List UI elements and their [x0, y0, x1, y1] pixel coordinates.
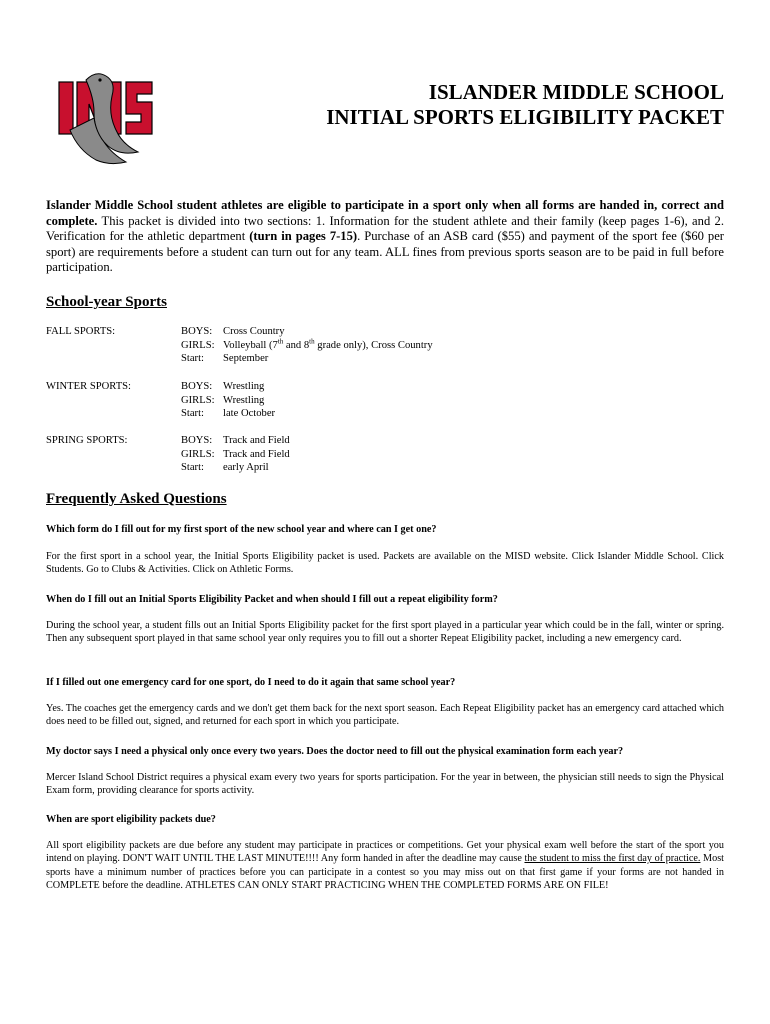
- faq-a5-underlined: the student to miss the first day of practice.: [524, 853, 701, 865]
- faq-question: My doctor says I need a physical only once every two years. Does the doctor need to fill out the physical examination form each year?: [46, 746, 624, 757]
- spring-start-line: [181, 461, 290, 475]
- intro-paragraph: [46, 198, 724, 276]
- faq-question: If I filled out one emergency card for one sport, do I need to do it again that same school year?: [46, 677, 456, 688]
- fall-start-value: September: [223, 353, 269, 365]
- faq-question: Which form do I fill out for my first sport of the new school year and where can I get one?: [46, 524, 437, 535]
- winter-start-line: [181, 407, 275, 421]
- winter-start-value: late October: [223, 408, 276, 420]
- spring-girls-value: Track and Field: [223, 448, 290, 460]
- fall-girls-sup-1: th: [277, 337, 284, 346]
- faq-a5-part-2: Most sports have a minimum number of practices before you can participate in a contest so you may miss out on that first game if your forms are not handed in COMPLETE before the deadline. ATHLETES CAN ONLY START PRACTICING WHEN THE COMPLETED FORMS ARE ON FILE!: [46, 853, 724, 892]
- intro-text-2: . Purchase of an ASB card ($55) and payment of the sport fee ($60 per sport) are requirements before a student can turn out for any team. ALL fines from previous sports season are to be paid in full before participation.: [46, 229, 724, 275]
- fall-girls-a: Volleyball (7: [223, 339, 278, 351]
- title-line-2: INITIAL SPORTS ELIGIBILITY PACKET: [326, 105, 724, 129]
- intro-text-1: This packet is divided into two sections: 1. Information for the student athlete and their family (keep pages 1-6), and 2. Verification for the athletic department: [46, 213, 724, 244]
- fall-girls-c: grade only), Cross Country: [314, 339, 433, 351]
- faq-question: When do I fill out an Initial Sports Eligibility Packet and when should I fill out a repeat eligibility form?: [46, 594, 498, 605]
- faq-a3: [46, 702, 724, 729]
- faq-answer: Yes. The coaches get the emergency cards and we don't get them back for the next sport season. Each Repeat Eligibility packet has an emergency card attached which does need to be filled out, signed, and returned for each sport in which you participate.: [46, 703, 724, 728]
- ims-alligator-logo: [56, 70, 156, 166]
- document-title: [326, 80, 724, 130]
- faq-a2: [46, 619, 724, 646]
- boys-label: BOYS:: [181, 326, 213, 337]
- faq-a1: [46, 550, 724, 577]
- start-label: Start:: [181, 462, 204, 474]
- faq-q3: [46, 676, 724, 689]
- faq-q1: [46, 523, 724, 536]
- spring-boys-line: [181, 434, 290, 448]
- intro-bold-2: (turn in pages 7-15): [249, 229, 358, 244]
- winter-boys-line: [181, 380, 275, 394]
- school-year-sports-heading: School-year Sports: [46, 294, 167, 310]
- winter-girls-line: [181, 394, 275, 408]
- faq-answer: [46, 839, 724, 893]
- spring-start-value: early April: [223, 462, 269, 474]
- boys-label: BOYS:: [181, 435, 213, 446]
- start-label: Start:: [181, 408, 204, 420]
- faq-answer: During the school year, a student fills out an Initial Sports Eligibility packet for the first sport played in a particular year which could be in the fall, winter or spring. Then any subsequent sport played in that same school year only requires you to fill out a shorter Repeat Eligibility packet, including a new emergency card.: [46, 620, 724, 645]
- faq-a5: [46, 839, 724, 893]
- fall-girls-line: [181, 339, 433, 353]
- fall-girls-b: and 8: [283, 339, 310, 351]
- girls-label: GIRLS:: [181, 394, 215, 406]
- faq-answer: For the first sport in a school year, the Initial Sports Eligibility packet is used. Packets are available on the MISD website. Click Islander Middle School. Click Students. Go to Clubs & Activities. Click on Athletic Forms.: [46, 551, 724, 576]
- faq-q5: [46, 813, 724, 826]
- faq-question: When are sport eligibility packets due?: [46, 814, 216, 825]
- girls-label: GIRLS:: [181, 448, 215, 460]
- boys-label: BOYS:: [181, 381, 213, 392]
- spring-sports-label: SPRING SPORTS:: [46, 435, 128, 446]
- winter-boys-value: Wrestling: [223, 381, 265, 392]
- girls-label: GIRLS:: [181, 339, 215, 351]
- faq-a5-part-1: All sport eligibility packets are due before any student may participate in practices or competitions. Get your physical exam well before the start of the sport you intend on playing. DON'T WAIT UNTIL THE LAST MINUTE!!!! Any form handed in after the deadline may cause: [46, 840, 724, 865]
- fall-girls-sup-2: th: [309, 337, 315, 346]
- faq-a4: [46, 771, 724, 798]
- fall-boys-value: Cross Country: [223, 326, 285, 337]
- faq-answer: Mercer Island School District requires a physical exam every two years for sports participation. For the year in between, the physician still needs to sign the Physical Exam form, providing clearance for sports activity.: [46, 772, 724, 797]
- fall-sports-label: FALL SPORTS:: [46, 326, 116, 337]
- fall-start-line: [181, 352, 433, 366]
- start-label: Start:: [181, 353, 204, 365]
- winter-girls-value: Wrestling: [223, 394, 265, 406]
- title-line-1: ISLANDER MIDDLE SCHOOL: [428, 80, 724, 104]
- intro-bold: Islander Middle School student athletes are eligible to participate in a sport only when all forms are handed in, correct and complete.: [46, 198, 724, 228]
- faq-heading: Frequently Asked Questions: [46, 491, 227, 507]
- spring-girls-line: [181, 448, 290, 462]
- winter-sports-label: WINTER SPORTS:: [46, 381, 132, 392]
- spring-boys-value: Track and Field: [223, 435, 290, 446]
- faq-q2: [46, 593, 724, 606]
- fall-boys-line: [181, 325, 433, 339]
- faq-q4: [46, 745, 724, 758]
